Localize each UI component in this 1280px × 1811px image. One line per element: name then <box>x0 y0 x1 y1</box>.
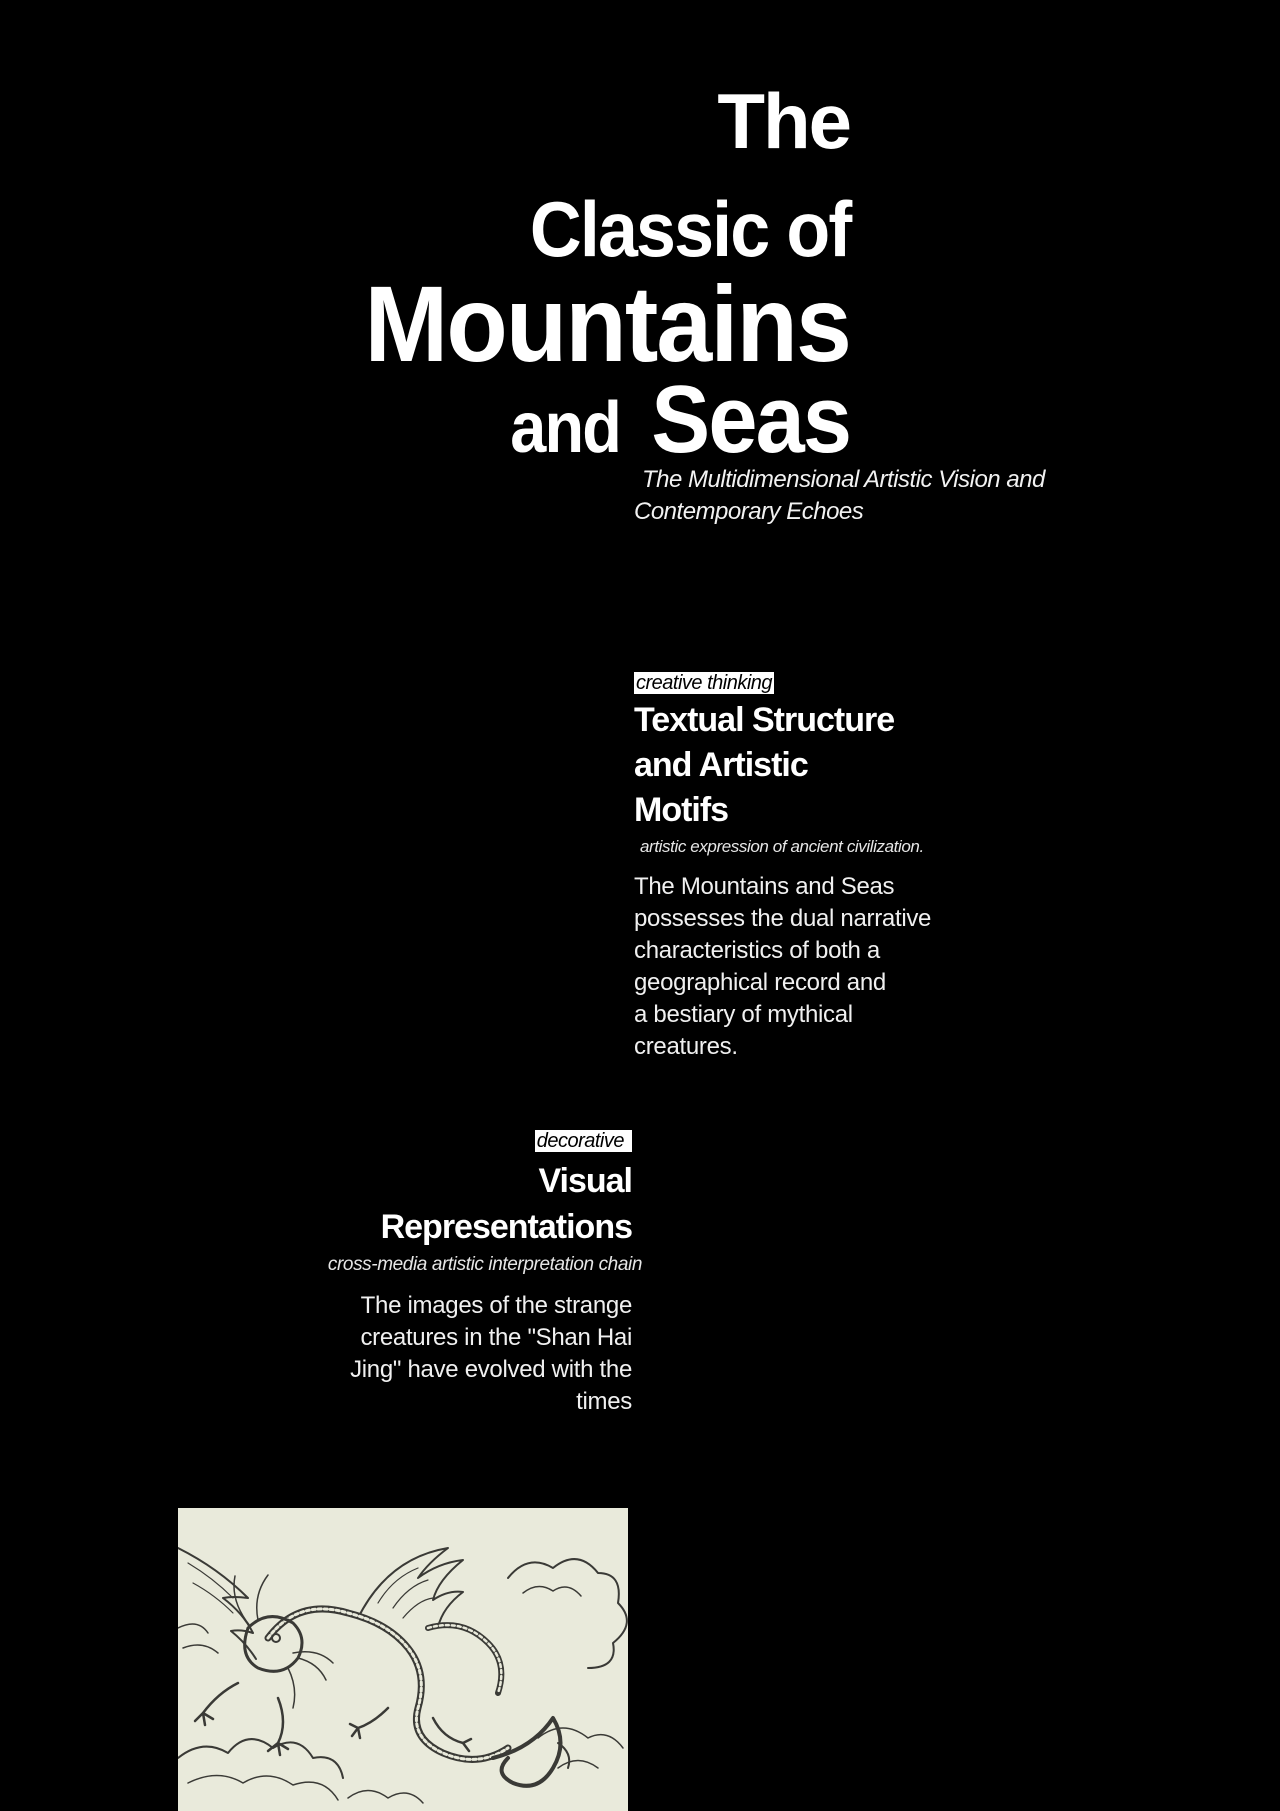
section-visual-representations <box>252 1130 642 1418</box>
title-line-the: The <box>717 77 850 165</box>
section1-title-line: and Artistic <box>634 746 808 784</box>
title-line-classic-of: Classic of <box>529 185 850 273</box>
dragon-icon <box>178 1508 628 1811</box>
section1-body <box>634 871 974 1063</box>
section2-title <box>252 1158 632 1250</box>
subtitle-line-2: Contemporary Echoes <box>634 498 864 525</box>
title-word-and: and <box>509 388 620 468</box>
section1-body-line: The Mountains and Seas <box>634 873 895 900</box>
section1-body-line: creatures. <box>634 1033 738 1060</box>
section1-body-line: possesses the dual narrative <box>634 905 932 932</box>
section1-tag: creative thinking <box>636 672 773 694</box>
section2-title-line: Visual <box>538 1162 632 1200</box>
dragon-illustration <box>178 1508 628 1811</box>
title-word-seas: Seas <box>651 366 850 473</box>
section1-title <box>634 698 1014 833</box>
title-line-and-seas <box>498 366 850 473</box>
section1-body-line: characteristics of both a <box>634 937 880 964</box>
section1-body-line: geographical record and <box>634 969 886 996</box>
section1-caption: artistic expression of ancient civilization. <box>640 837 924 856</box>
section2-body-line: times <box>576 1388 632 1415</box>
section2-title-line: Representations <box>380 1208 632 1246</box>
section2-body-line: creatures in the "Shan Hai <box>360 1324 632 1351</box>
section2-body-line: Jing" have evolved with the <box>350 1356 632 1383</box>
section1-title-line: Motifs <box>634 791 729 829</box>
section2-caption: cross-media artistic interpretation chain <box>327 1254 642 1275</box>
title-line-mountains: Mountains <box>364 263 850 384</box>
section-textual-structure <box>634 672 1014 1063</box>
section2-tag: decorative <box>535 1130 632 1152</box>
section2-body-line: The images of the strange <box>360 1292 632 1319</box>
subtitle <box>634 464 1114 528</box>
section1-body-line: a bestiary of mythical <box>634 1001 853 1028</box>
subtitle-line-1: The Multidimensional Artistic Vision and <box>642 466 1045 493</box>
section1-title-line: Textual Structure <box>634 701 895 739</box>
section2-body <box>312 1290 632 1418</box>
